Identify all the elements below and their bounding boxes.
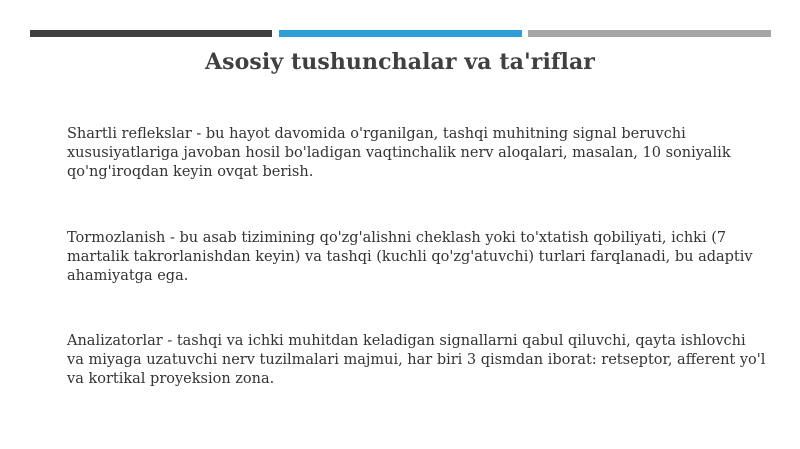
header-bar-gray [528, 30, 771, 37]
slide-title: Asosiy tushunchalar va ta'riflar [204, 49, 595, 75]
header-bar-blue [279, 30, 522, 37]
header-bar-dark [30, 30, 272, 37]
paragraph-inhibition: Tormozlanish - bu asab tizimining qo'zg'alishni cheklash yoki to'xtatish qobiliyati, ichki (7 martalik takrorlanishdan keyin) va tashqi (kuchli qo'zg'atuvchi) turlari farqlanadi, bu adaptiv ahamiyatga ega. [67, 230, 753, 284]
paragraph-analyzers: Analizatorlar - tashqi va ichki muhitdan keladigan signallarni qabul qiluvchi, qayta ishlovchi va miyaga uzatuvchi nerv tuzilmalari majmui, har biri 3 qismdan iborat: retseptor, afferent yo'l va kortikal proyeksion zona. [67, 333, 766, 387]
paragraph-conditioned-reflexes: Shartli reflekslar - bu hayot davomida o'rganilgan, tashqi muhitning signal beruvchi xususiyatlariga javoban hosil bo'ladigan vaqtinchalik nerv aloqalari, masalan, 10 soniyalik qo'ng'iroqdan keyin ovqat berish. [67, 126, 731, 180]
